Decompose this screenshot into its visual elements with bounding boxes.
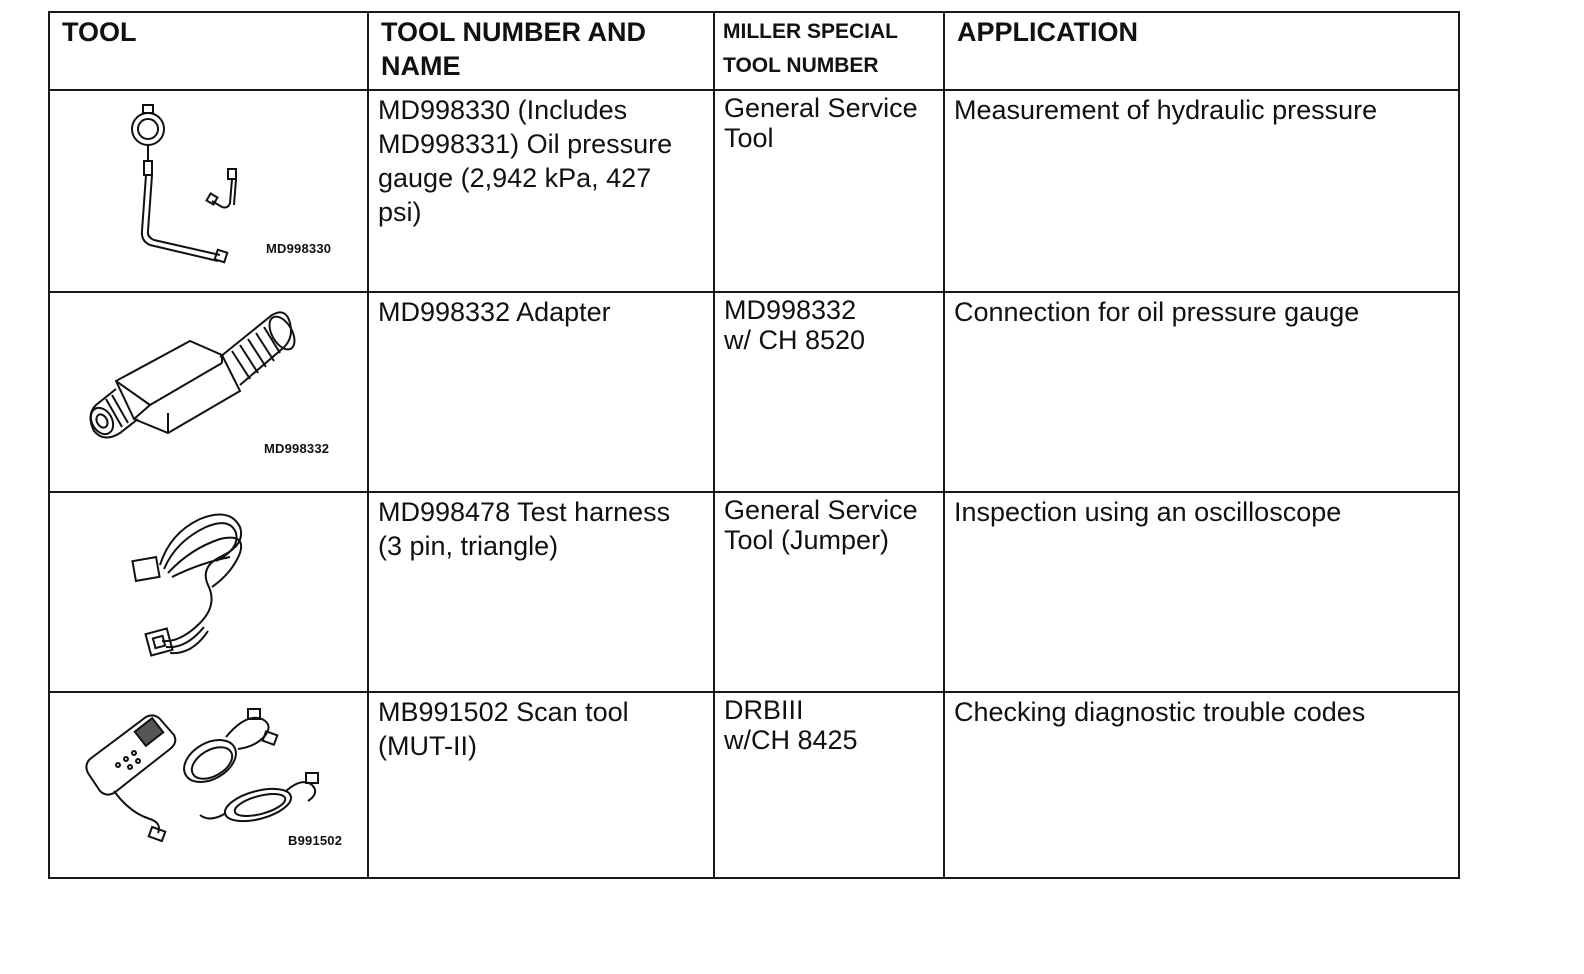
application-cell: Measurement of hydraulic pressure <box>944 90 1459 292</box>
tool-image-cell <box>49 692 368 878</box>
tool-number-name-cell <box>368 90 714 292</box>
name-line: MB991502 Scan tool <box>378 697 629 727</box>
miller-line: Tool <box>724 123 774 153</box>
special-tools-table <box>48 11 1460 879</box>
name-line: MD998332 Adapter <box>378 297 611 327</box>
tool-number-name-cell <box>368 492 714 692</box>
test-harness-icon <box>50 493 369 689</box>
application-cell: Checking diagnostic trouble codes <box>944 692 1459 878</box>
miller-number-cell <box>714 90 944 292</box>
miller-line: Tool (Jumper) <box>724 525 890 555</box>
tool-caption: MD998330 <box>266 241 332 256</box>
tool-image-cell <box>49 292 368 492</box>
header-row <box>49 12 1459 90</box>
header-tool-number-name: TOOL NUMBER AND NAME <box>368 12 714 90</box>
oil-pressure-gauge-icon <box>50 91 369 289</box>
miller-line: General Service <box>724 93 918 123</box>
miller-line: MD998332 <box>724 295 857 325</box>
application-cell: Connection for oil pressure gauge <box>944 292 1459 492</box>
header-application: APPLICATION <box>944 12 1459 90</box>
name-line: MD998331) Oil pressure <box>378 129 673 159</box>
name-line: (MUT-II) <box>378 731 477 761</box>
name-line: MD998330 (Includes <box>378 95 628 125</box>
name-line: gauge (2,942 kPa, 427 <box>378 163 652 193</box>
tool-image-cell <box>49 492 368 692</box>
header-tool: TOOL <box>49 12 368 90</box>
tool-number-name-cell <box>368 292 714 492</box>
miller-number-cell <box>714 692 944 878</box>
adapter-icon <box>50 293 369 489</box>
miller-line: DRBIII <box>724 695 804 725</box>
miller-number-cell <box>714 292 944 492</box>
name-line: (3 pin, triangle) <box>378 531 559 561</box>
miller-line: w/CH 8425 <box>724 725 858 755</box>
miller-line: General Service <box>724 495 918 525</box>
tool-image-cell <box>49 90 368 292</box>
miller-number-cell <box>714 492 944 692</box>
table-row <box>49 692 1459 878</box>
name-line: psi) <box>378 197 422 227</box>
table-row <box>49 90 1459 292</box>
tool-caption: MD998332 <box>264 441 330 456</box>
table-row <box>49 292 1459 492</box>
tool-number-name-cell <box>368 692 714 878</box>
tool-caption: B991502 <box>288 833 343 848</box>
table-row <box>49 492 1459 692</box>
header-miller: MILLER SPECIAL TOOL NUMBER <box>714 12 944 90</box>
miller-line: w/ CH 8520 <box>724 325 866 355</box>
application-cell: Inspection using an oscilloscope <box>944 492 1459 692</box>
name-line: MD998478 Test harness <box>378 497 671 527</box>
